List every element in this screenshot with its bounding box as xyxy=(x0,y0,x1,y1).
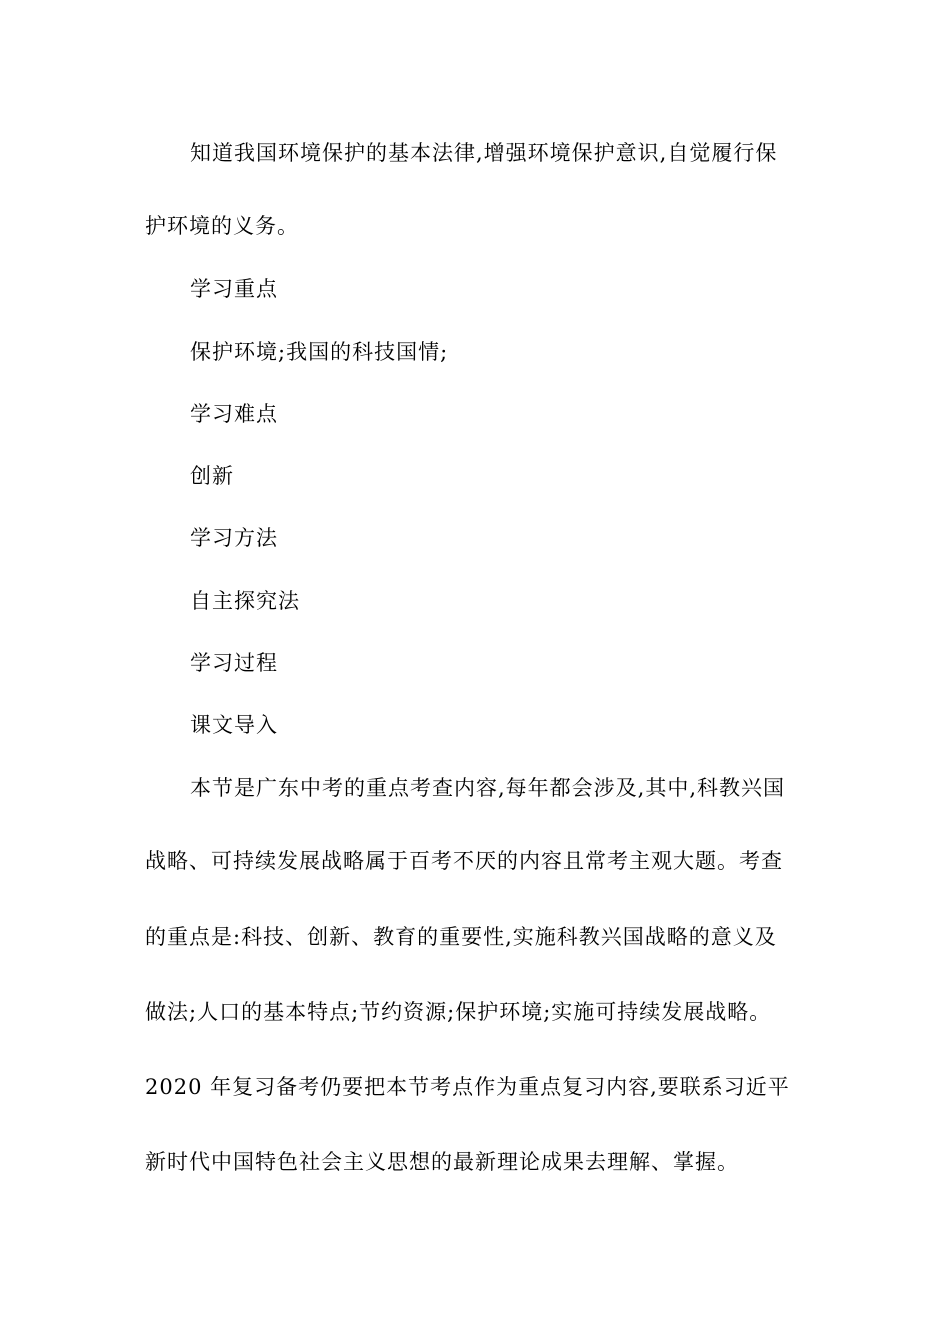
paragraph-objective-line-1: 知道我国环境保护的基本法律,增强环境保护意识,自觉履行保 xyxy=(190,141,778,165)
paragraph-intro-line-1: 本节是广东中考的重点考查内容,每年都会涉及,其中,科教兴国 xyxy=(190,776,786,800)
heading-introduction: 课文导入 xyxy=(190,713,278,737)
methods-text: 自主探究法 xyxy=(190,589,300,613)
heading-methods: 学习方法 xyxy=(190,526,278,550)
heading-process: 学习过程 xyxy=(190,651,278,675)
paragraph-intro-line-5: 2020 年复习备考仍要把本节考点作为重点复习内容,要联系习近平 xyxy=(145,1075,790,1099)
paragraph-intro-line-2: 战略、可持续发展战略属于百考不厌的内容且常考主观大题。考查 xyxy=(145,849,783,873)
paragraph-intro-line-6: 新时代中国特色社会主义思想的最新理论成果去理解、掌握。 xyxy=(145,1150,739,1174)
heading-difficulties: 学习难点 xyxy=(190,402,278,426)
paragraph-objective-line-2: 护环境的义务。 xyxy=(145,214,299,238)
paragraph-intro-line-3: 的重点是:科技、创新、教育的重要性,实施科教兴国战略的意义及 xyxy=(145,925,777,949)
heading-key-points: 学习重点 xyxy=(190,277,278,301)
paragraph-intro-line-4: 做法;人口的基本特点;节约资源;保护环境;实施可持续发展战略。 xyxy=(145,1000,772,1024)
difficulties-text: 创新 xyxy=(190,464,234,488)
key-points-text: 保护环境;我国的科技国情; xyxy=(190,340,449,364)
